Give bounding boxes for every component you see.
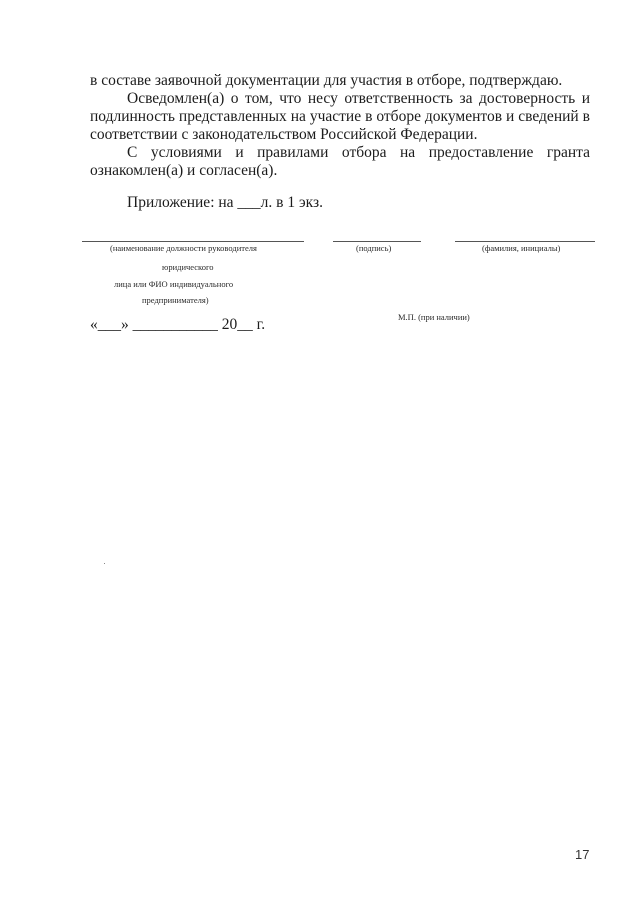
paragraph-line: подлинность представленных на участие в отборе документов и сведений в (90, 108, 590, 125)
position-caption: (наименование должности руководителя (110, 243, 257, 253)
name-signature-line (455, 241, 595, 242)
position-caption: лица или ФИО индивидуального (114, 279, 234, 289)
position-caption: предпринимателя) (142, 295, 209, 305)
paragraph-line: С условиями и правилами отбора на предоставление гранта (127, 144, 590, 161)
paragraph-line: в составе заявочной документации для участия в отборе, подтверждаю. (90, 72, 563, 89)
scan-speck (104, 563, 105, 564)
date-line: «___» ___________ 20__ г. (90, 316, 266, 333)
position-signature-line (82, 241, 304, 242)
appendix-line: Приложение: на ___л. в 1 экз. (127, 194, 323, 211)
page-number: 17 (575, 847, 590, 862)
signature-caption: (подпись) (356, 243, 392, 253)
stamp-caption: М.П. (при наличии) (398, 312, 470, 322)
signature-line (333, 241, 421, 242)
paragraph-line: ознакомлен(а) и согласен(а). (90, 162, 278, 179)
paragraph-line: Осведомлен(а) о том, что несу ответственность за достоверность и (127, 90, 590, 107)
name-caption: (фамилия, инициалы) (482, 243, 561, 253)
position-caption: юридического (162, 262, 214, 272)
paragraph-line: соответствии с законодательством Российской Федерации. (90, 126, 478, 143)
